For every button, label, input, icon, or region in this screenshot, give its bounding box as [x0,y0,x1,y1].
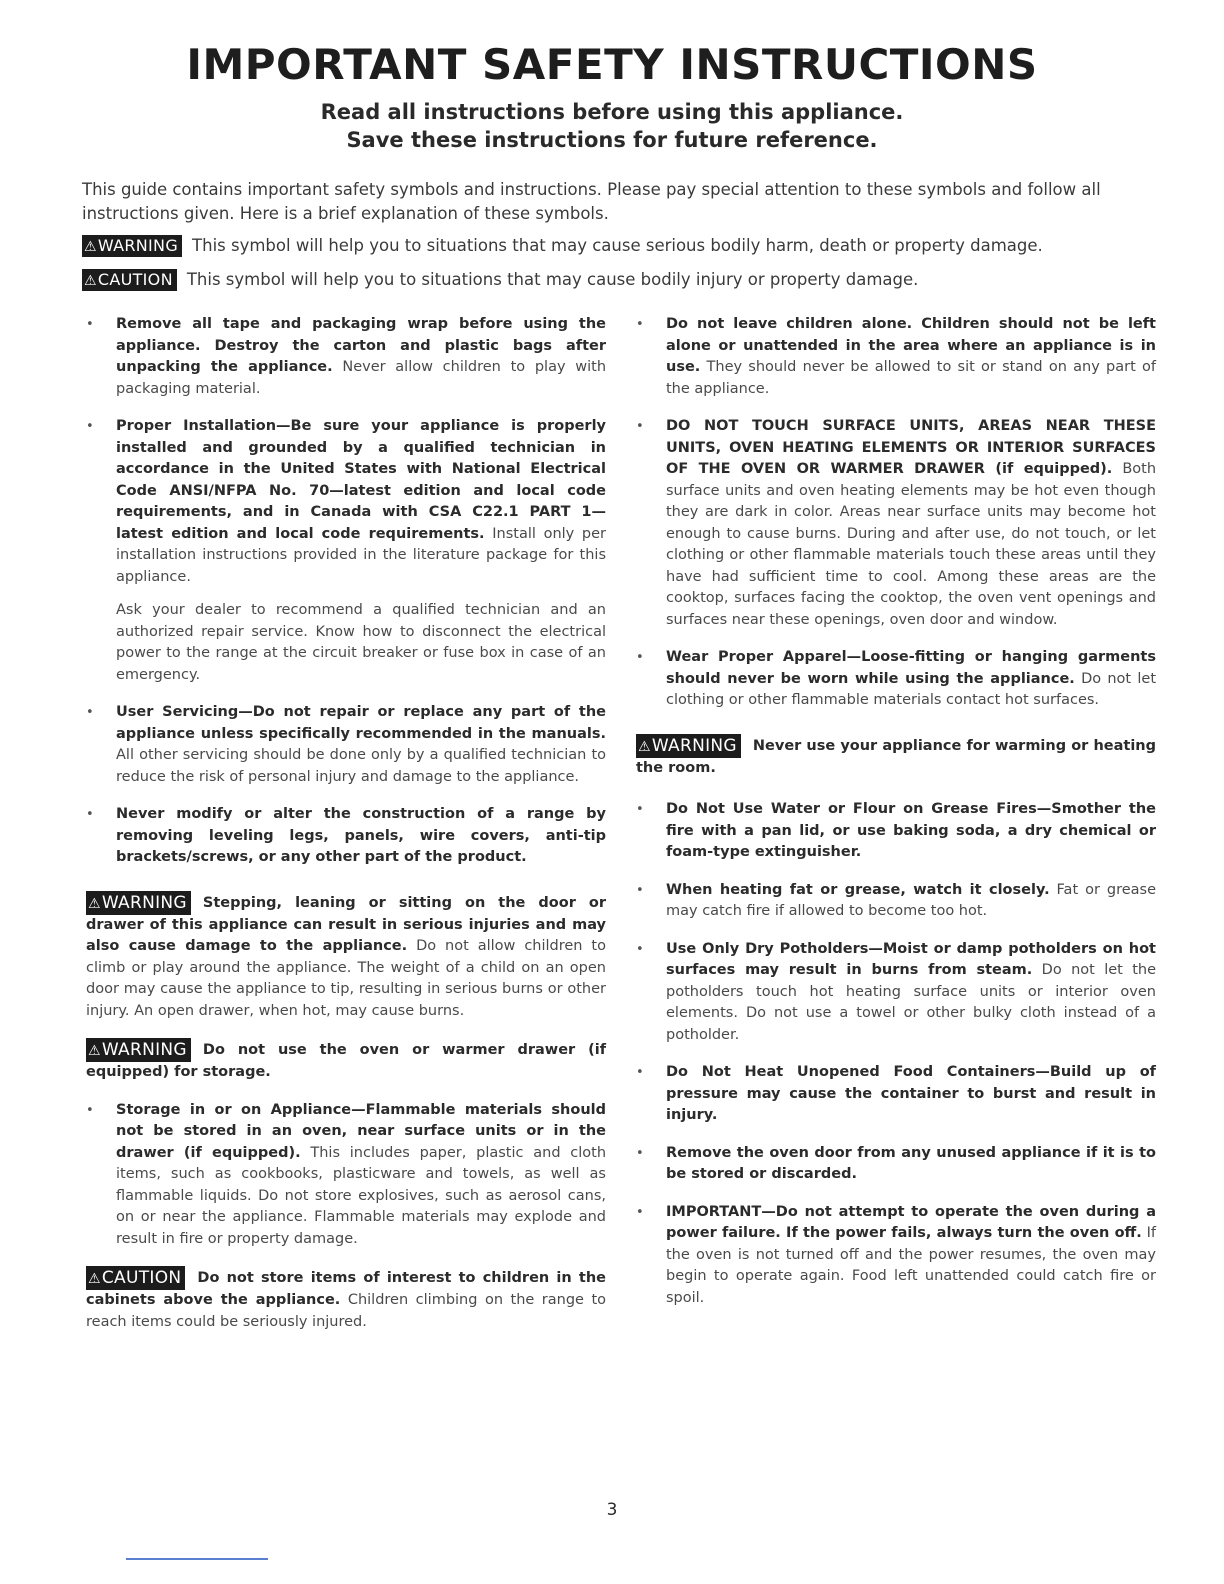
item-bold: Remove the oven door from any unused appliance if it is to be stored or discarded. [666,1144,1156,1182]
warning-bold: Do not use the oven or warmer drawer (if equipped) for storage. [86,1042,606,1080]
caution-bold: Do not store items of interest to children in the cabinets above the appliance. [86,1270,606,1308]
warning-bold: Never use your appliance for warming or heating the room. [636,737,1156,776]
warning-triangle-icon: ⚠ [638,738,651,755]
item-text: Do not let the potholders touch hot heating surface units or interior oven elements. Do not use a towel or other bulky cloth instead of a potholder. [666,962,1157,1043]
warning-paragraph [636,734,1156,780]
warning-badge-label: WARNING [101,892,187,913]
list-item [636,647,1156,712]
item-bold: IMPORTANT—Do not attempt to operate the oven during a power failure. If the power fails, always turn the oven off. [666,1203,1156,1241]
item-paragraph: Ask your dealer to recommend a qualified technician and an authorized repair service. Know how to disconnect the electrical power to the range at the circuit breaker or fuse box in case of an emergency. [116,602,606,683]
item-bold: Use Only Dry Potholders—Moist or damp potholders on hot surfaces may result in burns from steam. [666,940,1156,978]
page-title: IMPORTANT SAFETY INSTRUCTIONS [186,40,1038,89]
item-bold: Wear Proper Apparel—Loose-fitting or hanging garments should never be worn while using the appliance. [666,649,1156,687]
warning-text: Do not allow children to climb or play around the appliance. The weight of a child on an open door may cause the appliance to tip, resulting in serious burns or other injury. An open drawer, when hot, may cause burns. [86,938,606,1019]
caution-triangle-icon: ⚠ [88,1271,101,1287]
caution-triangle-icon: ⚠ [84,273,97,289]
caution-badge-label: CAUTION [97,270,173,289]
list-item [636,1143,1156,1186]
warning-badge [86,891,191,915]
warning-paragraph [86,891,606,1023]
item-text: Never allow children to play with packaging material. [116,359,607,397]
item-bold: When heating fat or grease, watch it closely. [666,881,1050,898]
list-item [636,1202,1156,1310]
list-item [636,880,1156,923]
item-bold: Do not leave children alone. Children should not be left alone or unattended in the area where an appliance is in use. [666,316,1156,375]
caution-symbol-text: This symbol will help you to situations that may cause bodily injury or property damage. [186,270,919,289]
caution-badge-label: CAUTION [101,1268,182,1288]
warning-triangle-icon: ⚠ [88,895,101,912]
page-number: 3 [606,1500,618,1520]
item-text: If the oven is not turned off and the power resumes, the oven may begin to operate again. Food left unattended could catch fire or spoil. [666,1225,1157,1306]
warning-paragraph [86,1038,606,1084]
warning-triangle-icon: ⚠ [84,239,97,255]
caution-badge [86,1266,185,1290]
list-item [636,416,1156,631]
list-item [636,314,1156,400]
warning-symbol-text: This symbol will help you to situations that may cause serious bodily harm, death or property damage. [192,236,1043,255]
left-column [86,314,606,1349]
warning-badge-label: WARNING [97,236,179,255]
item-text: Install only per installation instructions provided in the literature package for this appliance. [116,525,607,585]
item-text: All other servicing should be done only by a qualified technician to reduce the risk of personal injury and damage to the appliance. [116,747,606,785]
item-text: Fat or grease may catch fire if allowed to become too hot. [666,881,1157,919]
caution-text: Children climbing on the range to reach items could be seriously injured. [86,1292,607,1330]
warning-badge [82,235,182,257]
item-text: Do not let clothing or other flammable materials contact hot surfaces. [666,670,1157,708]
item-bold: Proper Installation—Be sure your appliance is properly installed and grounded by a qualified technician in accordance in the United States with National Electrical Code ANSI/NFPA No. 70—latest edition and local code requirements, and in Canada with CSA C22.1 PART 1—latest edition and local code requirements. [116,418,606,542]
item-bold: Storage in or on Appliance—Flammable materials should not be stored in an oven, near surface units or in the drawer (if equipped). [116,1101,606,1161]
item-bold: Do Not Use Water or Flour on Grease Fires—Smother the fire with a pan lid, or use baking soda, a dry chemical or foam-type extinguisher. [666,801,1156,860]
list-item [86,1100,606,1251]
list-item [86,416,606,588]
item-bold: User Servicing—Do not repair or replace any part of the appliance unless specifically recommended in the manuals. [116,704,606,742]
item-bold: Never modify or alter the construction of a range by removing leveling legs, panels, wire covers, anti-tip brackets/screws, or any other part of the product. [116,806,606,865]
footer-rule [126,1558,268,1560]
right-column [636,314,1156,1325]
item-bold: DO NOT TOUCH SURFACE UNITS, AREAS NEAR THESE UNITS, OVEN HEATING ELEMENTS OR INTERIOR SURFACES OF THE OVEN OR WARMER DRAWER (if equipped). [666,418,1156,477]
caution-paragraph [86,1266,606,1333]
list-item [636,1062,1156,1127]
caution-badge [82,269,177,291]
warning-badge [86,1038,191,1062]
item-text: They should never be allowed to sit or stand on any part of the appliance. [666,359,1156,397]
warning-badge-label: WARNING [651,735,737,756]
subtitle-save: Save these instructions for future reference. [346,128,878,152]
caution-symbol-row [82,268,1158,292]
warning-badge [636,734,741,758]
item-bold: Do Not Heat Unopened Food Containers—Build up of pressure may cause the container to burst and result in injury. [666,1064,1156,1123]
item-text: Both surface units and oven heating elements may be hot even though they are dark in color. Areas near surface units may become hot enough to cause burns. During and after use, do not touch, or let clothing or other flammable materials touch these areas until they have had sufficient time to cool. Among these areas are the cooktop, surfaces facing the cooktop, the oven vent openings and surfaces near these openings, oven door and window. [666,461,1157,628]
list-item [86,702,606,788]
intro-paragraph: This guide contains important safety symbols and instructions. Please pay special attention to these symbols and follow all instructions given. Here is a brief explanation of these symbols. [82,180,1101,223]
list-item [636,939,1156,1047]
list-item [86,804,606,869]
warning-triangle-icon: ⚠ [88,1043,101,1059]
subtitle-read: Read all instructions before using this appliance. [320,100,904,124]
list-item [636,799,1156,864]
warning-symbol-row [82,234,1158,258]
item-bold: Remove all tape and packaging wrap before using the appliance. Destroy the carton and plastic bags after unpacking the appliance. [116,316,606,375]
warning-badge-label: WARNING [101,1040,187,1060]
item-text: This includes paper, plastic and cloth items, such as cookbooks, plasticware and towels, as well as flammable liquids. Do not store explosives, such as aerosol cans, on or near the appliance. Flammable materials may explode and result in fire or property damage. [116,1144,607,1247]
warning-bold: Stepping, leaning or sitting on the door or drawer of this appliance can result in serious injuries and may also cause damage to the appliance. [86,894,606,954]
list-item [86,314,606,400]
